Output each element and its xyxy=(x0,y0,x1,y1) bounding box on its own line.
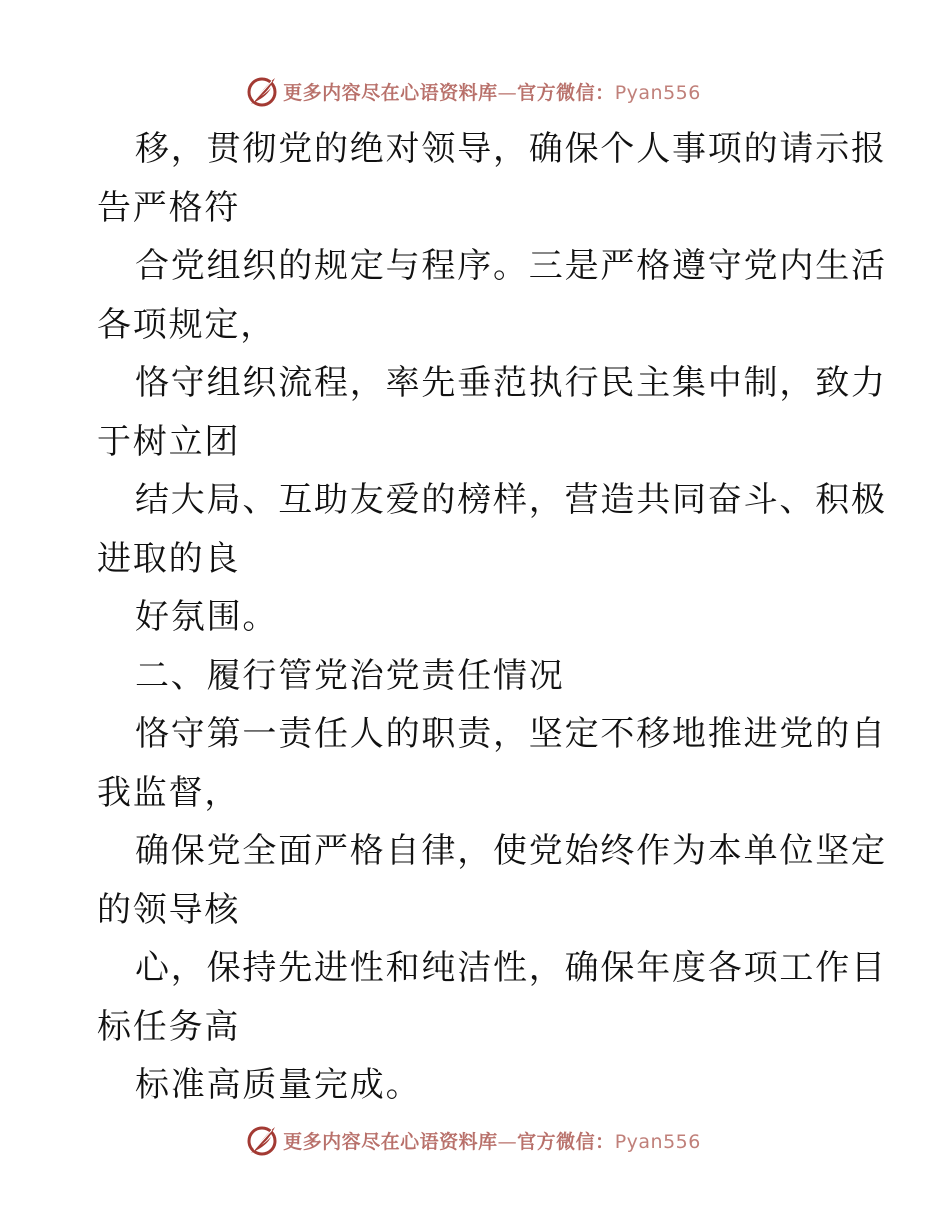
footer-banner xyxy=(0,1120,950,1160)
banner-wechat-label: 官方微信： xyxy=(517,1130,615,1153)
feather-logo-icon xyxy=(245,1123,279,1157)
banner-brand: 更多内容尽在心语资料库 xyxy=(283,81,498,104)
text-line: 确保党全面严格自律，使党始终作为本单位坚定 xyxy=(135,831,887,871)
banner-separator: — xyxy=(497,81,518,104)
text-line: 合党组织的规定与程序。三是严格遵守党内生活 xyxy=(135,246,887,286)
text-line: 进取的良 xyxy=(97,538,241,579)
feather-logo-icon xyxy=(245,74,279,108)
text-line: 二、履行管党治党责任情况 xyxy=(135,655,565,696)
text-line: 结大局、互助友爱的榜样，营造共同奋斗、积极 xyxy=(135,480,887,520)
header-banner xyxy=(0,71,950,111)
document-body xyxy=(97,120,887,1115)
text-line: 好氛围。 xyxy=(135,597,279,637)
header-banner-text xyxy=(283,78,701,105)
banner-handle: Pyan556 xyxy=(614,81,701,104)
banner-brand: 更多内容尽在心语资料库 xyxy=(283,1130,498,1153)
banner-handle: Pyan556 xyxy=(614,1130,701,1153)
text-line: 恪守组织流程，率先垂范执行民主集中制，致力 xyxy=(135,363,887,403)
text-line: 于树立团 xyxy=(97,421,241,462)
text-line: 各项规定， xyxy=(97,304,276,345)
text-line: 恪守第一责任人的职责，坚定不移地推进党的自 xyxy=(135,714,887,754)
footer-banner-text xyxy=(283,1127,701,1154)
banner-separator: — xyxy=(497,1130,518,1153)
header-banner-inner xyxy=(245,74,701,108)
text-line: 心，保持先进性和纯洁性，确保年度各项工作目 xyxy=(135,948,887,988)
text-line: 移，贯彻党的绝对领导，确保个人事项的请示报 xyxy=(135,129,887,169)
text-line: 标准高质量完成。 xyxy=(135,1065,422,1105)
text-line: 标任务高 xyxy=(97,1006,241,1047)
footer-banner-inner xyxy=(245,1123,701,1157)
banner-wechat-label: 官方微信： xyxy=(517,81,615,104)
text-line: 的领导核 xyxy=(97,889,241,930)
text-line: 告严格符 xyxy=(97,187,241,228)
text-line: 我监督， xyxy=(97,772,241,813)
